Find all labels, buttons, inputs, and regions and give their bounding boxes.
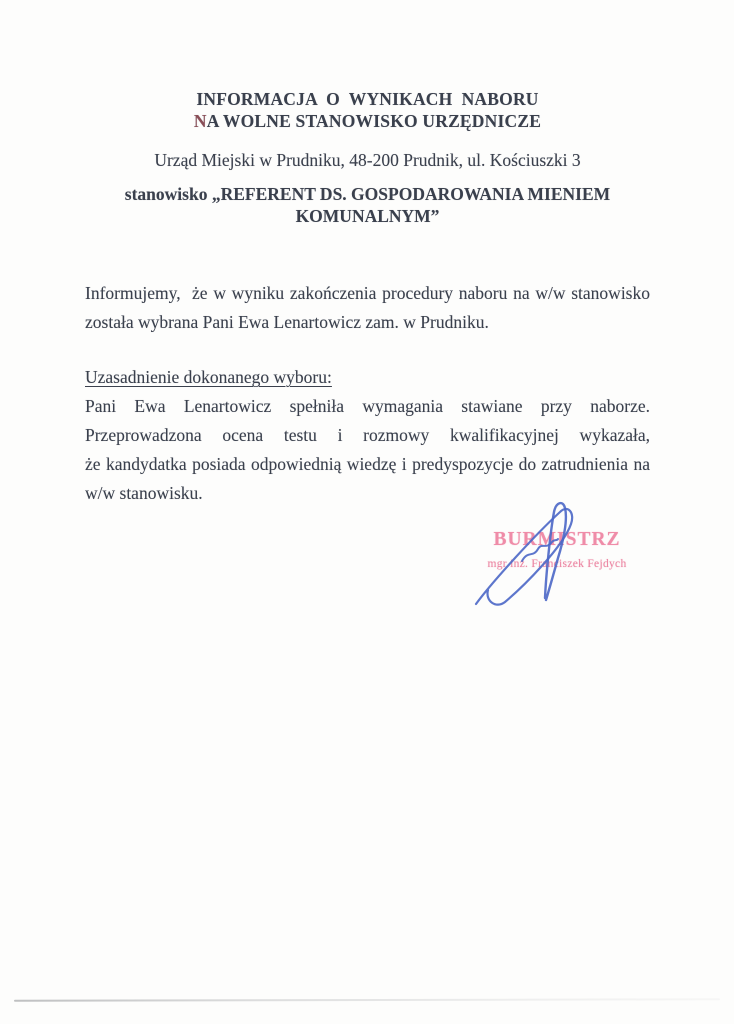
mayor-stamp bbox=[468, 528, 646, 572]
justification-line: w/w stanowisku. bbox=[85, 483, 203, 503]
intro-line: została wybrana Pani Ewa Lenartowicz zam. w Prudniku. bbox=[85, 312, 489, 332]
intro-line: Informujemy, że w wyniku zakończenia procedury naboru na w/w stanowisko bbox=[85, 283, 650, 303]
justification-line: Pani Ewa Lenartowicz spełniła wymagania stawiane przy naborze. bbox=[85, 396, 650, 416]
intro-paragraph bbox=[85, 279, 650, 337]
position-title bbox=[85, 183, 650, 227]
justification-paragraph bbox=[85, 392, 650, 508]
document-content bbox=[85, 88, 650, 508]
mayor-stamp-title: BURMISTRZ bbox=[493, 529, 621, 550]
document-title-line-2: NA WOLNE STANOWISKO URZĘDNICZE bbox=[193, 111, 542, 131]
office-address: Urząd Miejski w Prudniku, 48-200 Prudnik, ul. Kościuszki 3 bbox=[154, 150, 581, 170]
document-title-line-1: INFORMACJA O WYNIKACH NABORU bbox=[196, 89, 539, 109]
scanner-edge-artifact bbox=[14, 998, 720, 1001]
position-title-line-2: KOMUNALNYM” bbox=[295, 206, 440, 226]
justification-heading: Uzasadnienie dokonanego wyboru: bbox=[85, 367, 332, 387]
mayor-stamp-name: mgr inż. Franciszek Fejdych bbox=[487, 558, 627, 570]
justification-line: że kandydatka posiada odpowiednią wiedzę i predyspozycje do zatrudnienia na bbox=[85, 454, 650, 474]
position-title-line-1: stanowisko „REFERENT DS. GOSPODAROWANIA MIENIEM bbox=[124, 184, 611, 204]
justification-line: Przeprowadzona ocena testu i rozmowy kwalifikacyjnej wykazała, bbox=[85, 425, 650, 445]
